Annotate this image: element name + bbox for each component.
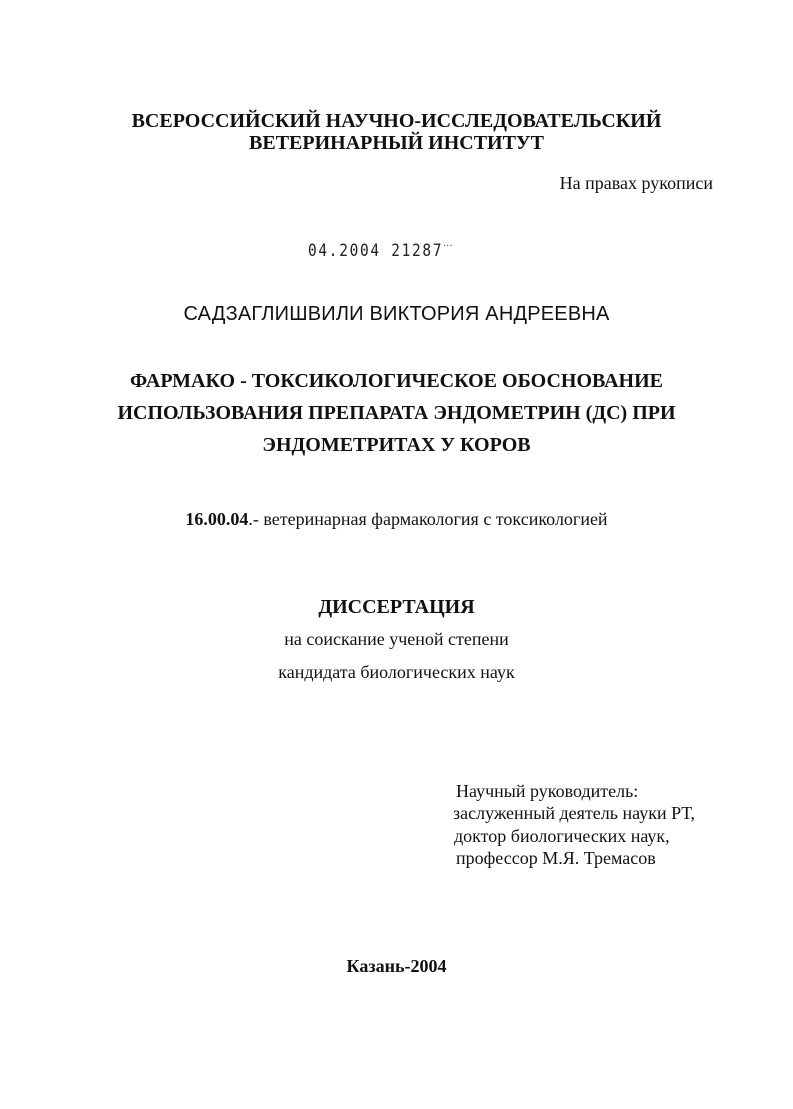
stamp-mark: ...: [443, 238, 453, 249]
supervisor-name: профессор М.Я. Тремасов: [456, 848, 656, 868]
manuscript-rights-note: На правах рукописи: [559, 173, 713, 193]
registration-stamp: 04.2004 21287: [308, 241, 444, 261]
specialty-code: 16.00.04: [185, 509, 249, 529]
thesis-title-line-3: ЭНДОМЕТРИТАХ У КОРОВ: [262, 434, 531, 456]
city-year: Казань-2004: [346, 956, 447, 976]
supervisor-honor: заслуженный деятель науки РТ,: [453, 803, 695, 823]
document-type: ДИССЕРТАЦИЯ: [318, 596, 475, 618]
supervisor-degree: доктор биологических наук,: [454, 826, 670, 846]
specialty-line: [0, 509, 793, 530]
thesis-title-line-2: ИСПОЛЬЗОВАНИЯ ПРЕПАРАТА ЭНДОМЕТРИН (ДС) ПРИ: [117, 402, 676, 424]
degree-line-2: кандидата биологических наук: [278, 662, 515, 682]
degree-line-1: на соискание ученой степени: [284, 629, 509, 649]
institution-line-1: ВСЕРОССИЙСКИЙ НАУЧНО-ИССЛЕДОВАТЕЛЬСКИЙ: [131, 110, 662, 132]
thesis-title-line-1: ФАРМАКО - ТОКСИКОЛОГИЧЕСКОЕ ОБОСНОВАНИЕ: [129, 370, 664, 392]
supervisor-heading: Научный руководитель:: [456, 781, 639, 801]
author-name: САДЗАГЛИШВИЛИ ВИКТОРИЯ АНДРЕЕВНА: [183, 303, 610, 325]
institution-line-2: ВЕТЕРИНАРНЫЙ ИНСТИТУТ: [249, 132, 544, 154]
specialty-name: .- ветеринарная фармакология с токсикологией: [248, 509, 608, 529]
